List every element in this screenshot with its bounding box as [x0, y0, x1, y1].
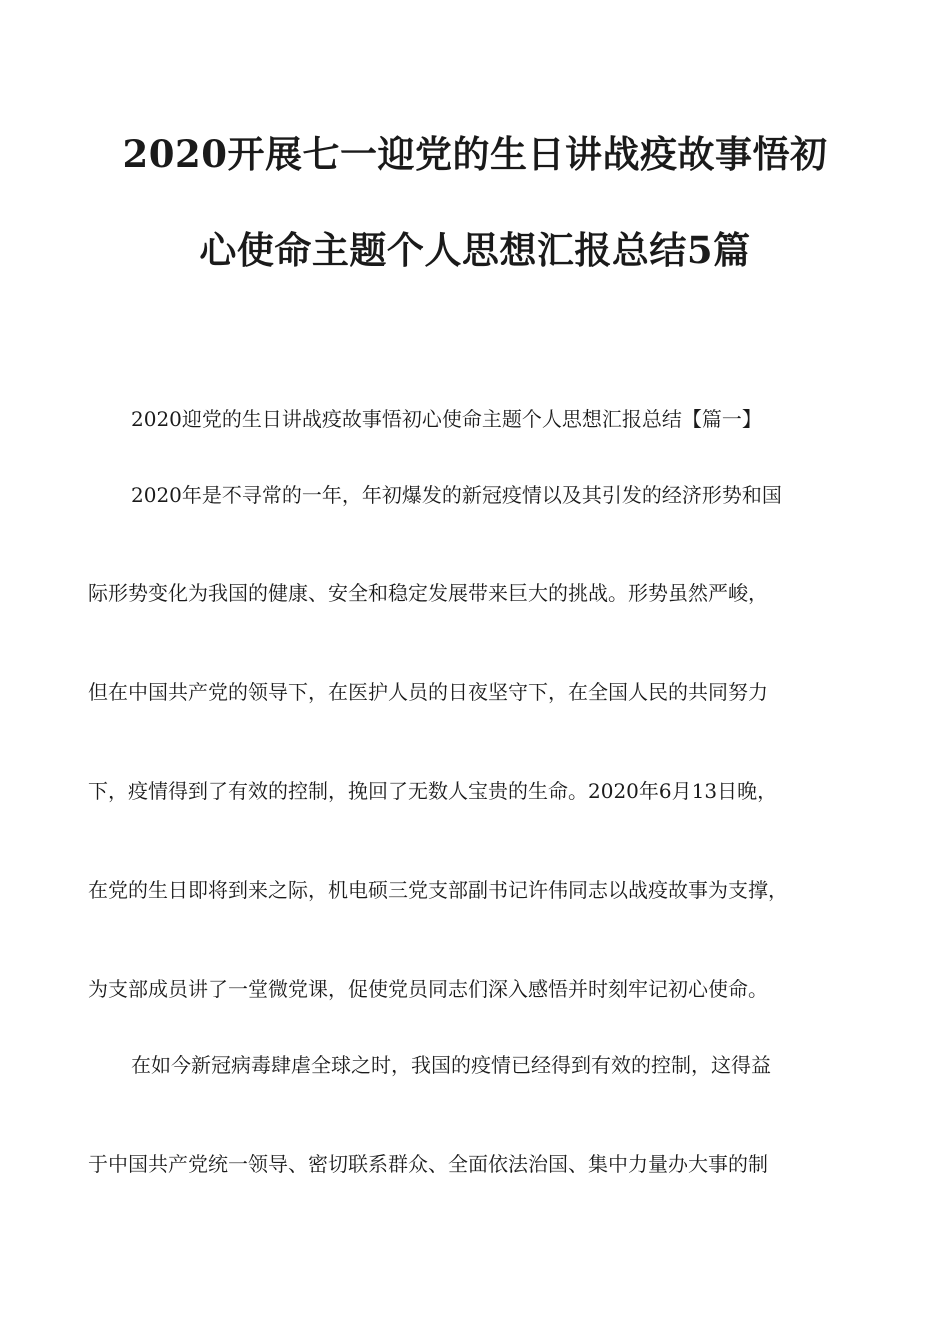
document-title-line-2: 心使命主题个人思想汇报总结5篇	[199, 228, 751, 272]
paragraph-line: 下，疫情得到了有效的控制，挽回了无数人宝贵的生命。2020年6月13日晚，	[88, 779, 778, 803]
paragraph-line: 在如今新冠病毒肆虐全球之时，我国的疫情已经得到有效的控制，这得益	[131, 1053, 771, 1077]
paragraph-line: 2020年是不寻常的一年，年初爆发的新冠疫情以及其引发的经济形势和国	[131, 483, 782, 507]
paragraph-line: 但在中国共产党的领导下，在医护人员的日夜坚守下，在全国人民的共同努力	[88, 680, 768, 704]
document-title-line-1: 2020开展七一迎党的生日讲战疫故事悟初	[122, 132, 828, 176]
paragraph-line: 在党的生日即将到来之际，机电硕三党支部副书记许伟同志以战疫故事为支撑，	[88, 878, 788, 902]
paragraph-line: 于中国共产党统一领导、密切联系群众、全面依法治国、集中力量办大事的制	[88, 1152, 768, 1176]
section-heading: 2020迎党的生日讲战疫故事悟初心使命主题个人思想汇报总结【篇一】	[131, 407, 762, 431]
paragraph-line: 际形势变化为我国的健康、安全和稳定发展带来巨大的挑战。形势虽然严峻，	[88, 581, 768, 605]
paragraph-line: 为支部成员讲了一堂微党课，促使党员同志们深入感悟并时刻牢记初心使命。	[88, 977, 768, 1001]
